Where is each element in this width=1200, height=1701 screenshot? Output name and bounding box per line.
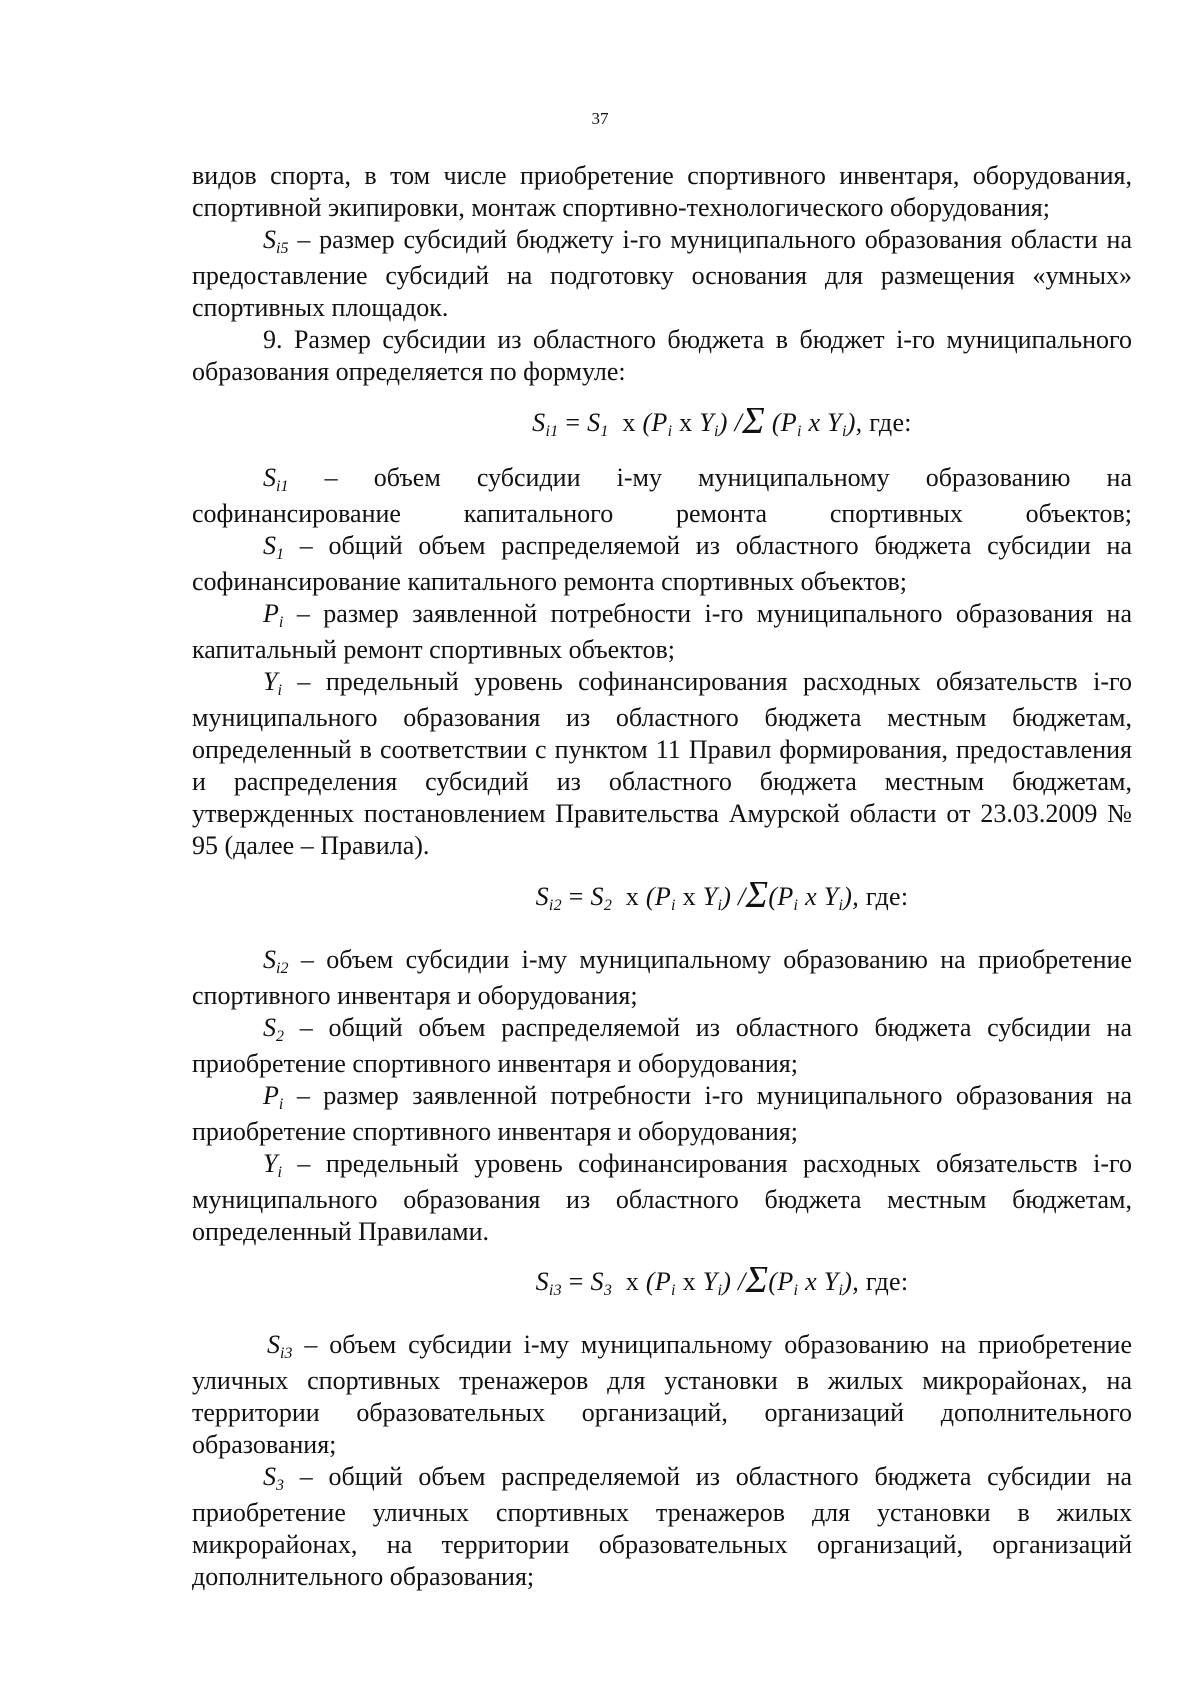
continued-paragraph: видов спорта, в том числе приобретение спортивного инвентаря, оборудования, спортивной экипировки, монтаж спортивно-технологического оборудования; <box>192 161 1132 222</box>
definition-y-i-2: Yi – предельный уровень софинансирования расходных обязательств i-го муниципального образования из областного бюджета местным бюджетам, определенный Правилами. <box>192 1149 1132 1246</box>
definition-p-i-2: Pi – размер заявленной потребности i-го муниципального образования на приобретение спортивного инвентаря и оборудования; <box>192 1081 1132 1146</box>
definition-s-1: S1 – общий объем распределяемой из областного бюджета субсидии на софинансирование капитального ремонта спортивных объектов; <box>192 531 1132 596</box>
definition-s-i2: Si2 – объем субсидии i-му муниципальному образованию на приобретение спортивного инвентаря и оборудования; <box>192 945 1132 1010</box>
definition-s-2: S2 – общий объем распределяемой из областного бюджета субсидии на приобретение спортивного инвентаря и оборудования; <box>192 1013 1132 1078</box>
page-number: 37 <box>591 109 609 128</box>
sigma-sign: Σ <box>742 400 765 442</box>
formula-s-i2: Si2 = S2 x (Pi x Yi) /Σ(Pi x Yi), где: <box>535 874 909 916</box>
definition-p-i-1: Pi – размер заявленной потребности i-го муниципального образования на капитальный ремонт спортивных объектов; <box>192 599 1132 664</box>
definition-s-i1: Si1 – объем субсидии i-му муниципальному образованию на софинансирование капитального ремонта спортивных объектов; <box>192 463 1132 528</box>
item-9-paragraph: 9. Размер субсидии из областного бюджета в бюджет i-го муниципального образования определяется по формуле: <box>192 325 1132 386</box>
formula-s-i3: Si3 = S3 x (Pi x Yi) /Σ(Pi x Yi), где: <box>535 1259 909 1301</box>
sigma-sign: Σ <box>745 874 769 916</box>
sigma-sign: Σ <box>745 1259 769 1301</box>
definition-s-i3: Si3 – объем субсидии i-му муниципальному образованию на приобретение уличных спортивных тренажеров для установки в жилых микрорайонах, на территории образовательных организаций, организаций дополнительного образования; <box>192 1330 1132 1459</box>
definition-s-3: S3 – общий объем распределяемой из областного бюджета субсидии на приобретение уличных спортивных тренажеров для установки в жилых микрорайонах, на территории образовательных организаций, организаций дополнительного образования; <box>192 1462 1132 1591</box>
definition-y-i-1: Yi – предельный уровень софинансирования расходных обязательств i-го муниципального образования из областного бюджета местным бюджетам, определенный в соответствии с пунктом 11 Правил формирования, предоставления и распределения субсидий из областного бюджета местным бюджетам, утвержденных постановлением Правительства Амурской области от 23.03.2009 № 95 (далее – Правила). <box>192 667 1132 860</box>
formula-s-i1: Si1 = S1 x (Pi x Yi) /Σ (Pi x Yi), где: <box>532 400 912 442</box>
definition-s-i5: Si5 – размер субсидий бюджету i-го муниципального образования области на предоставление субсидий на подготовку основания для размещения «умных» спортивных площадок. <box>192 225 1132 322</box>
document-body <box>192 160 1132 1593</box>
